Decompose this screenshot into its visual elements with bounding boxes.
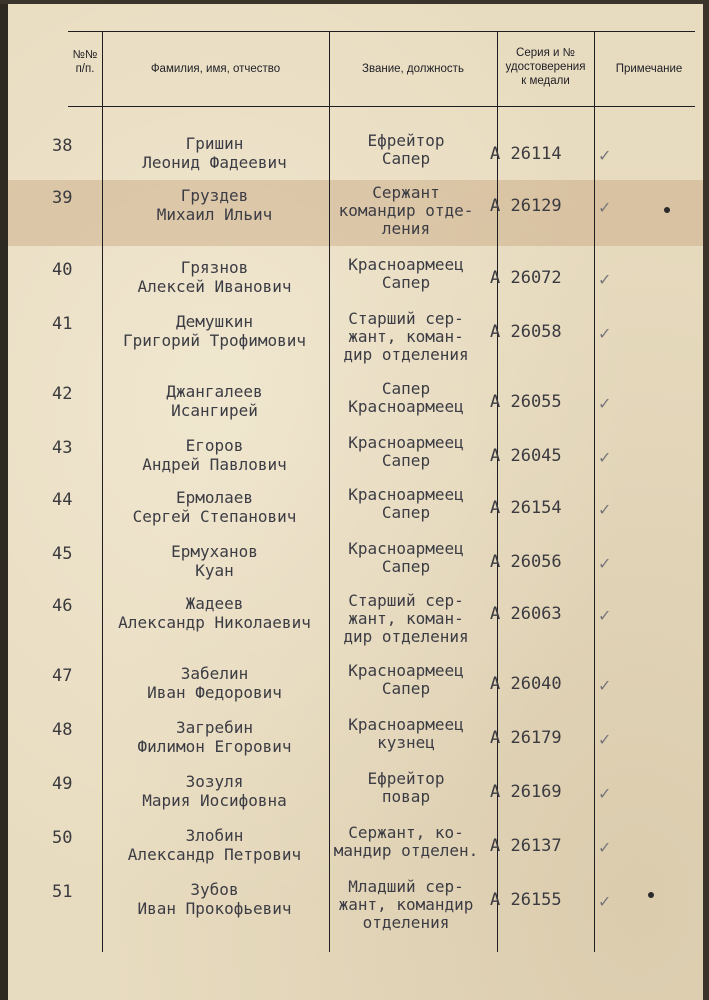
- table-top-line: [68, 31, 695, 32]
- person-name: Злобин Александр Петрович: [127, 826, 302, 864]
- rank-position: Ефрейтор Сапер: [367, 131, 445, 168]
- person-name: Груздев Михаил Ильич: [156, 186, 273, 224]
- top-edge: [0, 0, 709, 4]
- check-mark: ✓: [598, 676, 612, 695]
- row-number: 39: [52, 188, 73, 208]
- table-header-line: [68, 106, 695, 107]
- check-mark: ✓: [598, 394, 612, 413]
- rank-position: Красноармеец кузнец: [348, 715, 464, 752]
- punch-mark: [664, 207, 670, 213]
- person-name: Джангалеев Исангирей: [166, 382, 263, 420]
- check-mark: ✓: [598, 500, 612, 519]
- check-mark: ✓: [598, 554, 612, 573]
- rank-position: Красноармеец Сапер: [348, 255, 464, 292]
- row-number: 43: [52, 438, 73, 458]
- medal-certificate: А 26169: [490, 782, 562, 802]
- person-name: Ермуханов Куан: [171, 542, 258, 580]
- check-mark: ✓: [598, 730, 612, 749]
- row-number: 38: [52, 136, 73, 156]
- header-rank: Звание, должность: [362, 63, 464, 75]
- medal-certificate: А 26055: [490, 392, 562, 412]
- header-num: №№ п/п.: [72, 49, 98, 75]
- person-name: Забелин Иван Федорович: [147, 664, 282, 702]
- check-mark: ✓: [598, 606, 612, 625]
- person-name: Загребин Филимон Егорович: [137, 718, 292, 756]
- medal-certificate: А 26137: [490, 836, 562, 856]
- rank-position: Старший сер- жант, коман- дир отделения: [343, 591, 469, 646]
- col-divider-3: [497, 32, 498, 952]
- right-edge: [703, 0, 709, 1000]
- rank-position: Красноармеец Сапер: [348, 485, 464, 522]
- row-number: 40: [52, 260, 73, 280]
- check-mark: ✓: [598, 270, 612, 289]
- medal-certificate: А 26129: [490, 196, 562, 216]
- medal-certificate: А 26063: [490, 604, 562, 624]
- rank-position: Сержант, ко- мандир отделен.: [333, 823, 479, 860]
- person-name: Зозуля Мария Иосифовна: [142, 772, 287, 810]
- header-note: Примечание: [615, 63, 683, 75]
- rank-position: Ефрейтор повар: [367, 769, 445, 806]
- rank-position: Красноармеец Сапер: [348, 661, 464, 698]
- row-number: 45: [52, 544, 73, 564]
- check-mark: ✓: [598, 448, 612, 467]
- row-number: 42: [52, 384, 73, 404]
- left-edge: [0, 0, 8, 1000]
- person-name: Грязнов Алексей Иванович: [137, 258, 292, 296]
- person-name: Зубов Иван Прокофьевич: [137, 880, 292, 918]
- row-number: 49: [52, 774, 73, 794]
- medal-certificate: А 26154: [490, 498, 562, 518]
- medal-certificate: А 26040: [490, 674, 562, 694]
- rank-position: Сапер Красноармеец: [348, 379, 464, 416]
- medal-certificate: А 26058: [490, 322, 562, 342]
- medal-certificate: А 26179: [490, 728, 562, 748]
- person-name: Ермолаев Сергей Степанович: [132, 488, 297, 526]
- check-mark: ✓: [598, 892, 612, 911]
- row-number: 41: [52, 314, 73, 334]
- check-mark: ✓: [598, 146, 612, 165]
- rank-position: Красноармеец Сапер: [348, 539, 464, 576]
- punch-mark: [648, 892, 654, 898]
- col-divider-4: [594, 32, 595, 952]
- medal-certificate: А 26045: [490, 446, 562, 466]
- medal-certificate: А 26155: [490, 890, 562, 910]
- person-name: Гришин Леонид Фадеевич: [142, 134, 287, 172]
- row-number: 44: [52, 490, 73, 510]
- check-mark: ✓: [598, 838, 612, 857]
- rank-position: Старший сер- жант, коман- дир отделения: [343, 309, 469, 364]
- row-number: 46: [52, 596, 73, 616]
- rank-position: Младший сер- жант, командир отделения: [338, 877, 474, 932]
- check-mark: ✓: [598, 198, 612, 217]
- row-number: 48: [52, 720, 73, 740]
- row-number: 51: [52, 882, 73, 902]
- medal-certificate: А 26114: [490, 144, 562, 164]
- check-mark: ✓: [598, 784, 612, 803]
- row-number: 47: [52, 666, 73, 686]
- medal-certificate: А 26072: [490, 268, 562, 288]
- check-mark: ✓: [598, 324, 612, 343]
- person-name: Демушкин Григорий Трофимович: [122, 312, 307, 350]
- medal-certificate: А 26056: [490, 552, 562, 572]
- header-name: Фамилия, имя, отчество: [150, 63, 281, 75]
- person-name: Жадеев Александр Николаевич: [118, 594, 311, 632]
- rank-position: Красноармеец Сапер: [348, 433, 464, 470]
- person-name: Егоров Андрей Павлович: [142, 436, 287, 474]
- header-cert: Серия и № удостоверения к медали: [505, 47, 586, 87]
- rank-position: Сержант командир отде- ления: [338, 183, 474, 238]
- row-number: 50: [52, 828, 73, 848]
